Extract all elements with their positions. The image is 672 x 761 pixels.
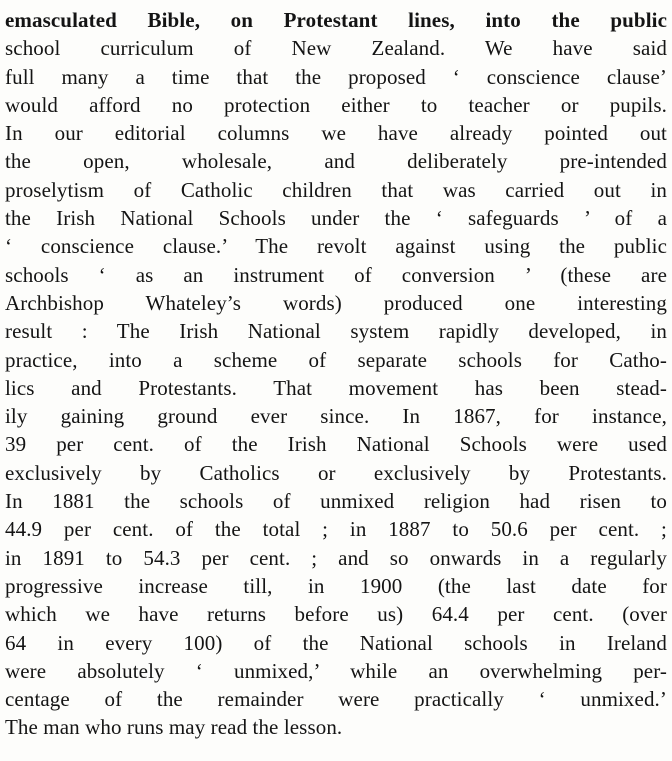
text-line-17: exclusively by Catholics or exclusively by Protestants. xyxy=(5,460,667,485)
text-line-11: Archbishop Whateley’s words) produced one interesting xyxy=(5,290,667,315)
article-text-column xyxy=(5,6,667,742)
text-line-25: centage of the remainder were practically ‘ unmixed.’ xyxy=(5,687,667,712)
text-line-1: emasculated Bible, on Protestant lines, into the public xyxy=(5,8,667,32)
text-line-26: The man who runs may read the lesson. xyxy=(5,715,343,740)
text-line-6: the open, wholesale, and deliberately pre-intended xyxy=(5,149,667,174)
text-line-21: progressive increase till, in 1900 (the last date for xyxy=(5,573,667,598)
text-line-10: schools ‘ as an instrument of conversion ’ (these are xyxy=(5,262,667,287)
text-line-12: result : The Irish National system rapidly developed, in xyxy=(5,319,667,344)
text-line-16: 39 per cent. of the Irish National Schools were used xyxy=(5,432,667,457)
text-line-14: lics and Protestants. That movement has been stead- xyxy=(5,375,667,400)
text-line-20: in 1891 to 54.3 per cent. ; and so onwards in a regularly xyxy=(5,545,667,570)
text-line-3: full many a time that the proposed ‘ conscience clause’ xyxy=(5,64,667,89)
text-line-19: 44.9 per cent. of the total ; in 1887 to 50.6 per cent. ; xyxy=(5,517,667,542)
text-line-13: practice, into a scheme of separate schools for Catho- xyxy=(5,347,667,372)
text-line-22: which we have returns before us) 64.4 per cent. (over xyxy=(5,602,667,627)
text-line-18: In 1881 the schools of unmixed religion had risen to xyxy=(5,489,667,514)
text-line-7: proselytism of Catholic children that was carried out in xyxy=(5,177,667,202)
text-line-8: the Irish National Schools under the ‘ safeguards ’ of a xyxy=(5,206,667,231)
text-line-2: school curriculum of New Zealand. We have said xyxy=(5,36,667,61)
text-line-5: In our editorial columns we have already pointed out xyxy=(5,121,667,146)
text-line-23: 64 in every 100) of the National schools in Ireland xyxy=(5,630,667,655)
text-line-9: ‘ conscience clause.’ The revolt against using the public xyxy=(5,234,667,259)
text-line-24: were absolutely ‘ unmixed,’ while an overwhelming per- xyxy=(5,658,667,683)
text-line-4: would afford no protection either to teacher or pupils. xyxy=(5,92,667,117)
text-line-15: ily gaining ground ever since. In 1867, for instance, xyxy=(5,404,667,429)
